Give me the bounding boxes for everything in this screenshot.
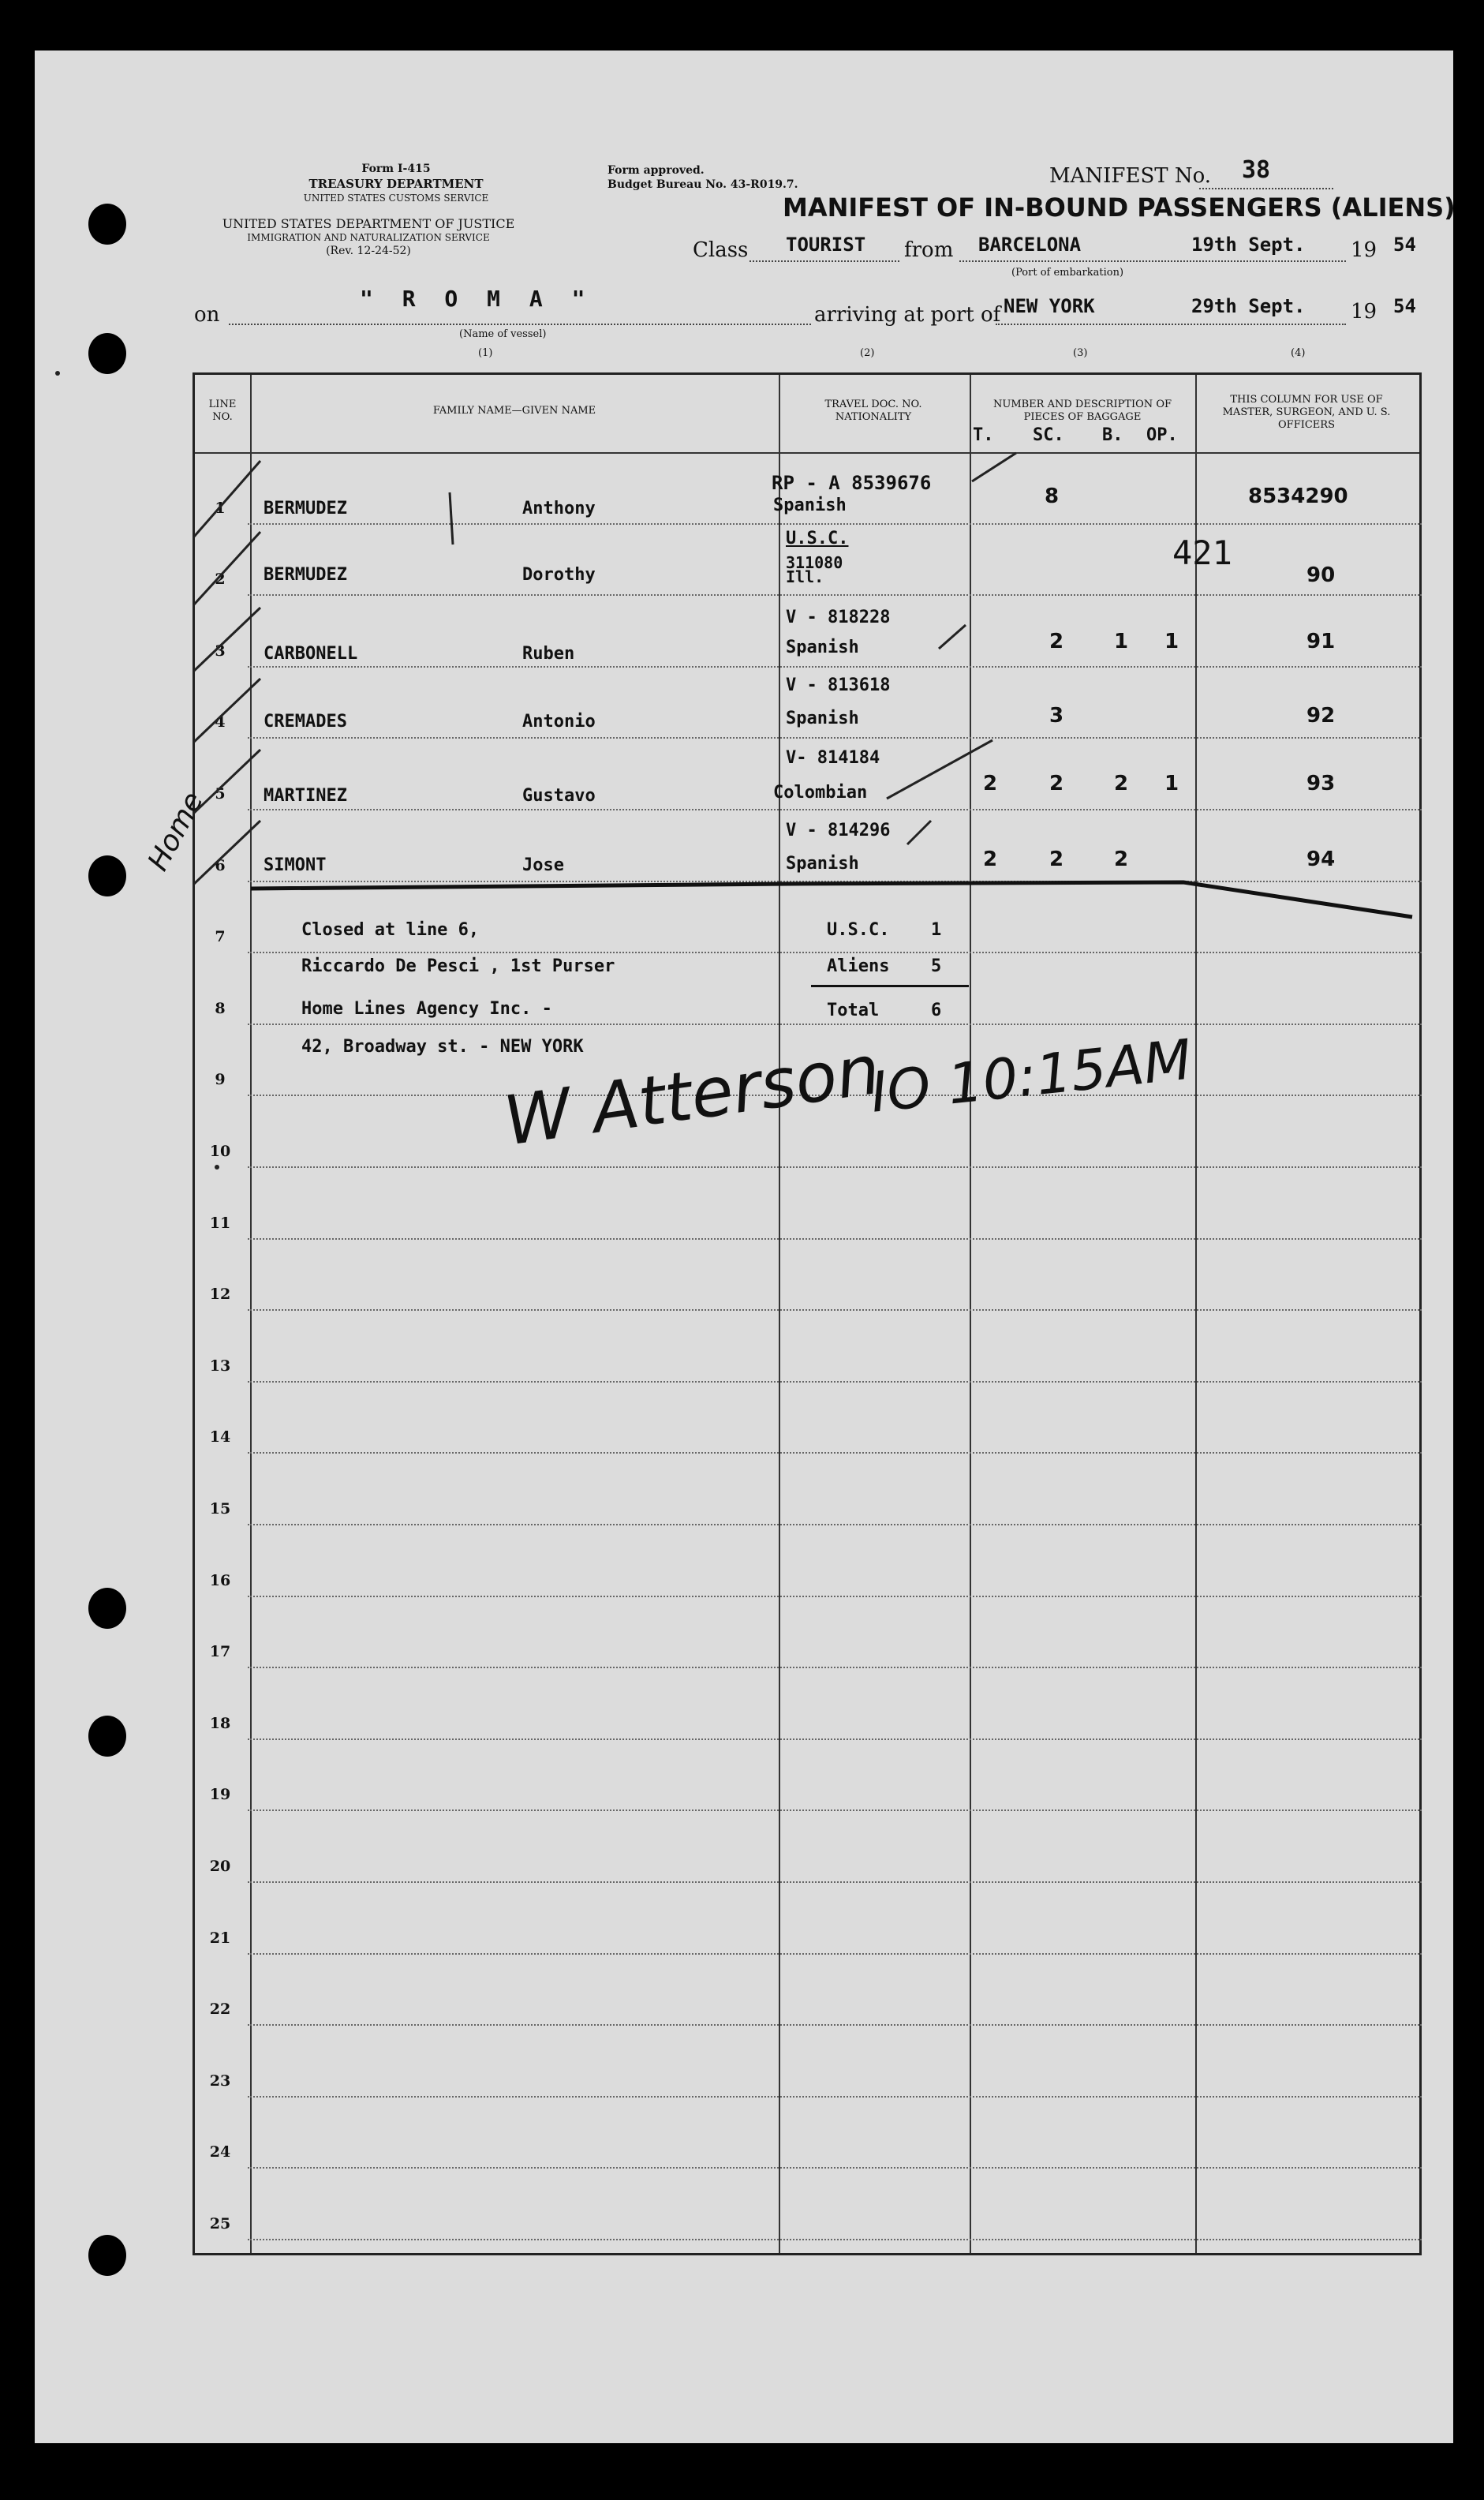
- closed-note: Closed at line 6,: [301, 920, 480, 940]
- binder-hole: [88, 1588, 126, 1629]
- baggage-sc: 2: [1049, 630, 1064, 653]
- family-name: MARTINEZ: [264, 786, 347, 806]
- line-number: 3: [215, 642, 226, 660]
- officer-number: 93: [1306, 772, 1336, 795]
- department-of-justice: UNITED STATES DEPARTMENT OF JUSTICE: [222, 216, 515, 231]
- baggage-t: 2: [983, 772, 998, 795]
- line-number: 15: [209, 1500, 231, 1518]
- column-divider: [970, 375, 971, 2253]
- given-name: Ruben: [522, 644, 575, 664]
- row-divider: [248, 2024, 1422, 2026]
- header-baggage: NUMBER AND DESCRIPTION OF PIECES OF BAGGAGE: [992, 399, 1172, 423]
- family-name: CARBONELL: [264, 644, 358, 664]
- usc-label: U.S.C.: [827, 920, 890, 940]
- row-divider: [248, 1166, 1422, 1168]
- column-divider: [779, 375, 780, 2253]
- header-officers: THIS COLUMN FOR USE OF MASTER, SURGEON, AND U. S. OFFICERS: [1222, 394, 1391, 431]
- from-line: [959, 260, 1346, 262]
- given-name: Dorothy: [522, 565, 596, 585]
- officer-number: 91: [1306, 630, 1336, 653]
- travel-doc: RP - A 8539676: [772, 472, 932, 494]
- embarkation-note: (Port of embarkation): [1011, 267, 1124, 279]
- row-divider: [248, 1738, 1422, 1740]
- baggage-sc: 2: [1049, 772, 1064, 795]
- form-revision: (Rev. 12-24-52): [326, 245, 411, 257]
- arriving-label: arriving at port of: [814, 303, 1001, 327]
- header-bag-t: T.: [973, 425, 994, 445]
- line-number: 25: [209, 2215, 231, 2232]
- from-value: BARCELONA: [978, 234, 1082, 256]
- nationality: Colombian: [773, 783, 868, 803]
- vessel-line: [229, 324, 811, 325]
- travel-doc: V - 813618: [786, 676, 891, 695]
- line-number: 1: [215, 499, 226, 517]
- header-bag-op: OP.: [1146, 425, 1178, 445]
- row-divider: [248, 737, 1422, 739]
- family-name: BERMUDEZ: [264, 499, 347, 518]
- row-divider: [248, 1596, 1422, 1597]
- row-divider: [248, 594, 1422, 596]
- travel-doc: V - 818228: [786, 608, 891, 627]
- row-divider: [248, 1024, 1422, 1025]
- ins-name: IMMIGRATION AND NATURALIZATION SERVICE: [247, 232, 490, 243]
- total-count: 6: [931, 1001, 942, 1020]
- aliens-label: Aliens: [827, 956, 890, 976]
- form-number: Form I-415: [361, 163, 431, 175]
- line-number: 4: [215, 713, 226, 732]
- row-divider: [248, 1452, 1422, 1454]
- class-label: Class: [693, 238, 749, 262]
- total-label: Total: [827, 1001, 880, 1020]
- line-number: 10: [209, 1143, 231, 1160]
- address-note: 42, Broadway st. - NEW YORK: [301, 1037, 584, 1057]
- on-label: on: [194, 303, 220, 327]
- baggage-sc: 8: [1045, 485, 1060, 508]
- class-line: [749, 260, 899, 262]
- nationality: 311080 Ill.: [786, 553, 843, 586]
- baggage-sc: 3: [1049, 704, 1064, 728]
- row-divider: [248, 809, 1422, 810]
- row-divider: [248, 1810, 1422, 1811]
- line-number: 6: [215, 856, 226, 874]
- binder-hole: [88, 855, 126, 896]
- row-divider: [248, 1381, 1422, 1383]
- line-number: 9: [215, 1071, 226, 1089]
- row-divider: [248, 881, 1422, 882]
- budget-bureau: Budget Bureau No. 43-R019.7.: [607, 178, 798, 191]
- line-number: 12: [209, 1286, 231, 1304]
- officer-number: 90: [1306, 563, 1336, 587]
- header-travel-doc: TRAVEL DOC. NO. NATIONALITY: [824, 399, 922, 423]
- line-number: 23: [209, 2071, 231, 2090]
- officer-number: 92: [1306, 704, 1336, 728]
- row-divider: [248, 2167, 1422, 2169]
- row-divider: [248, 1524, 1422, 1525]
- manifest-number-label: MANIFEST No.: [1049, 164, 1212, 188]
- family-name: SIMONT: [264, 855, 327, 875]
- form-approved: Form approved.: [607, 164, 705, 177]
- binder-hole: [88, 1716, 126, 1757]
- row-divider: [248, 1953, 1422, 1955]
- aliens-count: 5: [931, 956, 942, 976]
- line-number: 5: [215, 785, 226, 803]
- travel-doc: V- 814184: [786, 748, 880, 768]
- row-divider: [248, 2239, 1422, 2240]
- header-bag-b: B.: [1102, 425, 1123, 445]
- baggage-t: 2: [983, 848, 998, 871]
- purser-note: Riccardo De Pesci , 1st Purser: [301, 956, 615, 976]
- row-divider: [248, 1238, 1422, 1240]
- line-number: 24: [209, 2143, 231, 2161]
- vessel-name: " R O M A ": [360, 286, 593, 312]
- margin-note: Home: [141, 787, 211, 877]
- baggage-op: 1: [1164, 772, 1179, 795]
- column-number-3: (3): [1073, 347, 1088, 359]
- inspection-time: IO 10:15AM: [867, 1027, 1195, 1125]
- row-divider: [248, 1309, 1422, 1311]
- nationality: Spanish: [786, 854, 859, 874]
- header-name: FAMILY NAME—GIVEN NAME: [432, 405, 596, 417]
- baggage-op: 1: [1164, 630, 1179, 653]
- nationality: Spanish: [773, 496, 847, 515]
- usc-count: 1: [931, 920, 942, 940]
- given-name: Gustavo: [522, 786, 596, 806]
- baggage-b: 1: [1114, 630, 1129, 653]
- class-value: TOURIST: [786, 234, 866, 256]
- line-number: 19: [209, 1786, 231, 1804]
- header-line-no: LINE NO.: [208, 399, 237, 423]
- family-name: CREMADES: [264, 712, 347, 732]
- nationality: Spanish: [786, 709, 859, 728]
- from-label: from: [904, 238, 954, 262]
- column-divider: [1195, 375, 1197, 2253]
- row-divider: [248, 523, 1422, 525]
- line-number: 2: [215, 571, 226, 589]
- nationality: Spanish: [786, 638, 859, 657]
- officer-number: 94: [1306, 848, 1336, 871]
- given-name: Jose: [522, 855, 564, 875]
- stamp-421: 421: [1172, 533, 1232, 572]
- given-name: Anthony: [522, 499, 596, 518]
- family-name: BERMUDEZ: [264, 565, 347, 585]
- line-number: 11: [209, 1214, 231, 1232]
- departure-year: 54: [1393, 234, 1416, 256]
- manifest-number-line: [1199, 188, 1333, 189]
- line-number: 16: [209, 1571, 231, 1589]
- binder-hole: [88, 2235, 126, 2276]
- officer-number: 8534290: [1248, 485, 1348, 508]
- row-divider: [248, 952, 1422, 953]
- line-number: 18: [209, 1714, 231, 1732]
- inspector-signature: W Atterson: [499, 1030, 885, 1162]
- manifest-title: MANIFEST OF IN-BOUND PASSENGERS (ALIENS): [783, 193, 1456, 223]
- treasury-department: TREASURY DEPARTMENT: [308, 177, 484, 191]
- vessel-note: (Name of vessel): [459, 328, 547, 340]
- column-number-1: (1): [478, 347, 493, 359]
- baggage-sc: 2: [1049, 848, 1064, 871]
- arrival-date: 29th Sept.: [1191, 295, 1306, 317]
- header-bag-sc: SC.: [1033, 425, 1064, 445]
- baggage-b: 2: [1114, 848, 1129, 871]
- agency-note: Home Lines Agency Inc. -: [301, 999, 552, 1019]
- line-number: 22: [209, 2000, 231, 2019]
- line-number: 20: [209, 1858, 231, 1875]
- arrival-port: NEW YORK: [1004, 295, 1095, 317]
- row-divider: [248, 1667, 1422, 1668]
- given-name: Antonio: [522, 712, 596, 732]
- line-number: 14: [209, 1428, 231, 1446]
- column-divider: [250, 375, 252, 2253]
- header-divider: [195, 452, 1419, 454]
- row-divider: [248, 666, 1422, 668]
- binder-hole: [88, 333, 126, 374]
- manifest-number: 38: [1242, 156, 1271, 184]
- binder-hole: [88, 204, 126, 245]
- travel-doc: V - 814296: [786, 821, 891, 840]
- line-number: 7: [215, 928, 226, 946]
- line-number: 17: [209, 1643, 231, 1661]
- line-number: 8: [215, 999, 226, 1017]
- year-prefix: 19: [1351, 238, 1377, 262]
- arrival-line: [996, 324, 1346, 325]
- travel-doc: U.S.C.: [786, 529, 849, 548]
- line-number: 21: [209, 1929, 231, 1947]
- paper-speck: [55, 371, 60, 376]
- column-number-2: (2): [860, 347, 875, 359]
- row-divider: [248, 1881, 1422, 1883]
- arrival-year-prefix: 19: [1351, 300, 1377, 324]
- departure-date: 19th Sept.: [1191, 234, 1306, 256]
- line-number: 13: [209, 1357, 231, 1375]
- column-number-4: (4): [1291, 347, 1306, 359]
- arrival-year: 54: [1393, 295, 1416, 317]
- row-divider: [248, 2096, 1422, 2098]
- totals-rule: [811, 985, 969, 987]
- customs-service: UNITED STATES CUSTOMS SERVICE: [303, 193, 489, 204]
- baggage-b: 2: [1114, 772, 1129, 795]
